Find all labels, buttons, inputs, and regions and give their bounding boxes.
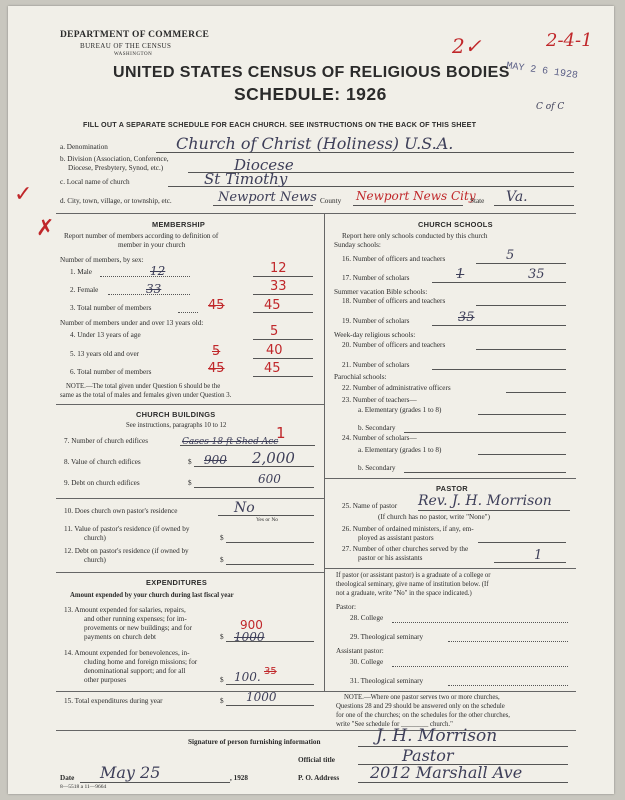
county-value: Newport News City [356, 189, 476, 203]
age-intro-label: Number of members under and over 13 years old: [60, 319, 204, 327]
q13-label-1: 13. Amount expended for salaries, repairs, [64, 606, 186, 614]
q13-label-3: provements or new buildings; and for [84, 624, 192, 632]
city-line [213, 205, 313, 206]
q20-label: 20. Number of officers and teachers [342, 341, 446, 349]
division-value: Diocese [234, 156, 294, 174]
pastor-subhead: Pastor: [336, 603, 356, 611]
q9-debt-value: 600 [258, 472, 281, 486]
pastor-heading: PASTOR [436, 484, 468, 493]
q13-value-old: 1000 [234, 630, 265, 644]
q4-under13-value: 5 [270, 324, 279, 339]
q23a-label: a. Elementary (grades 1 to 8) [358, 406, 442, 414]
q11-label-2: church) [84, 534, 106, 542]
parochial-schools-label: Parochial schools: [334, 373, 387, 381]
q5-over13-label: 5. 13 years old and over [70, 350, 140, 358]
q24-label: 24. Number of scholars— [342, 434, 417, 442]
q5-over13-value: 40 [266, 343, 283, 358]
q15-total-label: 15. Total expenditures during year [64, 697, 163, 705]
city-value: Newport News [218, 190, 317, 205]
q19-value: 35 [458, 310, 475, 325]
q29-label: 29. Theological seminary [350, 633, 424, 641]
q14-value-old: 35 [264, 666, 277, 677]
q3-total-value: 45 [264, 298, 281, 313]
bureau-city: WASHINGTON [114, 52, 153, 57]
membership-note-1: NOTE.—The total given under Question 6 should be the [66, 383, 221, 390]
q3-total-label: 3. Total number of members [70, 304, 152, 312]
q22-label: 22. Number of administrative officers [342, 384, 451, 392]
pastor-note-2: Questions 28 and 29 should be answered only on the schedule [336, 703, 505, 710]
q28-label: 28. College [350, 614, 384, 622]
buildings-instructions: See instructions, paragraphs 10 to 12 [126, 422, 227, 429]
q9-debt-label: 9. Debt on church edifices [64, 479, 140, 487]
q25-note: (If church has no pastor, write "None") [378, 513, 490, 521]
q25-pastor-name: Rev. J. H. Morrison [418, 493, 552, 509]
church-schools-heading: CHURCH SCHOOLS [418, 220, 493, 229]
q24a-label: a. Elementary (grades 1 to 8) [358, 446, 442, 454]
q23b-label: b. Secondary [358, 424, 396, 432]
state-line [494, 205, 574, 206]
q10-residence-value: No [234, 500, 255, 516]
q14-label-3: denominational support; and for all [84, 667, 186, 675]
local-name-label: c. Local name of church [60, 178, 130, 186]
po-address-label: P. O. Address [298, 774, 340, 782]
q16-label: 16. Number of officers and teachers [342, 255, 446, 263]
graduate-instruction-2: theological seminary, give name of institution below. (If [336, 581, 489, 588]
coc-mark: C of C [536, 102, 565, 112]
form-number: 8—5518 a 11—9664 [60, 784, 107, 790]
signature-value: J. H. Morrison [376, 726, 498, 746]
red-annotation-code: 2-4-1 [546, 30, 593, 51]
q7-edifices-value: 1 [276, 424, 286, 442]
bureau-name: BUREAU OF THE CENSUS [80, 42, 172, 50]
membership-heading: MEMBERSHIP [152, 220, 206, 229]
red-annotation-top: 2✓ [452, 34, 482, 58]
q8-value-old: 900 [204, 453, 227, 467]
q17-label: 17. Number of scholars [342, 274, 410, 282]
pastor-note-3: for one of the churches; on the schedules for the other churches, [336, 712, 511, 719]
q15-total-value: 1000 [246, 690, 277, 704]
pastor-note-4: write "See schedule for ________ church." [336, 721, 453, 728]
date-value: May 25 [100, 763, 161, 782]
form-instruction: FILL OUT A SEPARATE SCHEDULE FOR EACH CHURCH. SEE INSTRUCTIONS ON THE BACK OF THIS SHEET [83, 120, 477, 129]
state-value: Va. [506, 189, 528, 205]
signature-label: Signature of person furnishing information [188, 738, 321, 746]
q13-label-4: payments on church debt [84, 633, 157, 641]
received-stamp: MAY 2 6 1928 [505, 61, 579, 82]
form-title: UNITED STATES CENSUS OF RELIGIOUS BODIES [113, 64, 510, 81]
q19-label: 19. Number of scholars [342, 317, 410, 325]
state-label: State [470, 197, 485, 205]
q2-female-label: 2. Female [70, 286, 99, 294]
q4-under13-label: 4. Under 13 years of age [70, 331, 141, 339]
schedule-title: SCHEDULE: 1926 [234, 84, 387, 104]
sunday-schools-label: Sunday schools: [334, 241, 381, 249]
q24b-label: b. Secondary [358, 464, 396, 472]
county-label: County [320, 197, 342, 205]
q1-male-old: 12 [150, 264, 166, 278]
q30-label: 30. College [350, 658, 384, 666]
q13-label-2: and other running expenses; for im- [84, 615, 187, 623]
q14-value: 100. [234, 670, 261, 684]
weekday-schools-label: Week-day religious schools: [334, 331, 416, 339]
q8-value-new: 2,000 [252, 449, 295, 467]
schools-intro: Report here only schools conducted by this church [342, 232, 488, 240]
q11-label-1: 11. Value of pastor's residence (if owned by [64, 525, 190, 533]
q25-label: 25. Name of pastor [342, 502, 398, 510]
po-address-value: 2012 Marshall Ave [370, 763, 523, 782]
expenditures-intro: Amount expended by your church during last fiscal year [70, 592, 234, 599]
q10-residence-label: 10. Does church own pastor's residence [64, 507, 178, 515]
q17-value: 35 [528, 267, 545, 282]
q7-edifices-label: 7. Number of church edifices [64, 437, 149, 445]
q1-male-label: 1. Male [70, 268, 92, 276]
column-divider [324, 213, 325, 691]
department-name: DEPARTMENT OF COMMERCE [60, 30, 210, 40]
q3-total-old: 45 [208, 298, 225, 313]
membership-intro-1: Report number of members according to definition of [64, 232, 219, 240]
membership-note-2: same as the total of males and females given under Question 3. [60, 392, 232, 399]
graduate-instruction-1: If pastor (or assistant pastor) is a graduate of a college or [336, 572, 491, 579]
official-title-label: Official title [298, 756, 335, 764]
q17-value-old: 1 [456, 267, 465, 282]
official-title-value: Pastor [402, 746, 454, 765]
q26-label-1: 26. Number of ordained ministers, if any, em- [342, 525, 474, 533]
local-name-value: St Timothy [204, 170, 288, 188]
pastor-note-1: NOTE.—Where one pastor serves two or more churches, [344, 694, 500, 701]
census-schedule-page: DEPARTMENT OF COMMERCE BUREAU OF THE CENSUS WASHINGTON UNITED STATES CENSUS OF RELIGIOUS BODIES SCHEDULE: 1926 FILL OUT A SEPARATE SCHEDULE FOR EACH CHURCH. SEE INSTRUCTIONS ON THE BACK OF THIS SHEET 2✓ 2-4-1 MAY 2 6 1928 C of C ✓ ✗ a. Denomination Church of Christ (Holiness) U.S.A. b. Division (Association, Conference, Diocese, Presbytery, Synod, etc.) Diocese c. Local name of church St Timothy d. City, town, village, or township, etc. Newport News County Newport News City State Va. MEMBERSHIP Report number of members according to definition of member in your church Number of members, by sex: 1. Male 12 12 2. Female 33 33 3. Total number of members 45 45 Number of members under and over 13 years old: 4. Under 13 years of age 5 5. 13 years old and over 5 40 6. Total number of members 45 45 NOTE.—The total given under Question 6 should be the same as the total of males and females given under Question 3. CHURCH BUILDINGS See instructions, paragraphs 10 to 12 7. Number of church edifices Cases 18 ft Shed Acc 1 8. Value of church edifices $ 900 2,000 9. Debt on church edifices $ 600 10. Does church own pastor's residence No Yes or No 11. Value of pastor's residence (if owned by church) $ 12. Debt on pastor's residence (if owned by church) $ EXPENDITURES Amount expended by your church during last fiscal year 13. Amount expended for salaries, repairs, and other running expenses; for im- provements or new buildings; and for payments on church debt $ 900 1000 14. Amount expended for benevolences, in- cluding home and foreign missions; for denominational support; and for all other purposes $ 100. 35 15. Total expenditures during year $ 1000 CHURCH SCHOOLS Report here only schools conducted by this church Sunday schools: 16. Number of officers and teachers 5 17. Number of scholars 1 35 Summer vacation Bible schools: 18. Number of officers and teachers 19. Number of scholars 35 Week-day religious schools: 20. Number of officers and teachers 21. Number of scholars Parochial schools: 22. Number of administrative officers 23. Number of teachers— a. Elementary (grades 1 to 8) b. Secondary 24. Number of scholars— a. Elementary (grades 1 to 8) b. Secondary PASTOR 25. Name of pastor Rev. J. H. Morrison (If church has no pastor, write "None") 26. Number of ordained ministers, if any, em- ployed as assistant pastors 27. Number of other churches served by the pastor or his assistants 1 If pastor (or assistant pastor) is a graduate of a college or theological seminary, give name of institution below. (If not a graduate, write "No" in the space indicated.) Pastor: 28. College 29. Theological seminary Assistant pastor: 30. College 31. Theological seminary NOTE.—Where one pastor serves two or more churches, Questions 28 and 29 should be answered only on the schedule for one of the churches; on the schedules for the other churches, write "See schedule for ________ church." Signature of person furnishing information J. H. Morrison Official title Pastor Date May 25 , 1928 P. O. Address 2012 Marshall Ave 8—5518 a 11—9664 [8, 6, 614, 794]
date-year: , 1928 [230, 774, 248, 782]
q27-value: 1 [534, 548, 543, 563]
q6-total-label: 6. Total number of members [70, 368, 152, 376]
red-check-mark: ✓ [14, 182, 33, 207]
membership-intro-2: member in your church [118, 241, 186, 249]
q31-label: 31. Theological seminary [350, 677, 424, 685]
q21-label: 21. Number of scholars [342, 361, 410, 369]
q13-value-new: 900 [240, 618, 263, 632]
division-label-line1: b. Division (Association, Conference, [60, 155, 169, 163]
q27-label-1: 27. Number of other churches served by the [342, 545, 469, 553]
q14-label-4: other purposes [84, 676, 127, 684]
q12-label-1: 12. Debt on pastor's residence (if owned by [64, 547, 189, 555]
section-top-rule [56, 213, 576, 214]
city-label: d. City, town, village, or township, etc. [60, 197, 172, 205]
q16-value: 5 [506, 248, 515, 263]
summer-schools-label: Summer vacation Bible schools: [334, 288, 428, 296]
q23-label: 23. Number of teachers— [342, 396, 417, 404]
county-line [353, 205, 463, 206]
denomination-value: Church of Christ (Holiness) U.S.A. [176, 134, 454, 153]
members-by-sex-label: Number of members, by sex: [60, 256, 144, 264]
yes-no-hint: Yes or No [256, 517, 279, 523]
graduate-instruction-3: not a graduate, write "No" in the space indicated.) [336, 590, 472, 597]
q6-total-old: 45 [208, 361, 225, 376]
q27-label-2: pastor or his assistants [358, 554, 423, 562]
q7-edifices-note: Cases 18 ft Shed Acc [182, 437, 279, 447]
q12-label-2: church) [84, 556, 106, 564]
q26-label-2: ployed as assistant pastors [358, 534, 434, 542]
expenditures-heading: EXPENDITURES [146, 578, 208, 587]
q14-label-1: 14. Amount expended for benevolences, in- [64, 649, 190, 657]
q2-female-value: 33 [270, 279, 287, 294]
church-buildings-heading: CHURCH BUILDINGS [136, 410, 216, 419]
date-label: Date [60, 774, 75, 782]
q8-value-label: 8. Value of church edifices [64, 458, 141, 466]
q18-label: 18. Number of officers and teachers [342, 297, 446, 305]
division-label-line2: Diocese, Presbytery, Synod, etc.) [68, 164, 164, 172]
red-x-mark: ✗ [36, 216, 55, 241]
q2-female-old: 33 [146, 282, 162, 296]
assistant-pastor-subhead: Assistant pastor: [336, 647, 384, 655]
q5-over13-old: 5 [212, 344, 221, 359]
q1-male-value: 12 [270, 261, 287, 276]
denomination-label: a. Denomination [60, 143, 108, 151]
q14-label-2: cluding home and foreign missions; for [84, 658, 198, 666]
q6-total-value: 45 [264, 361, 281, 376]
